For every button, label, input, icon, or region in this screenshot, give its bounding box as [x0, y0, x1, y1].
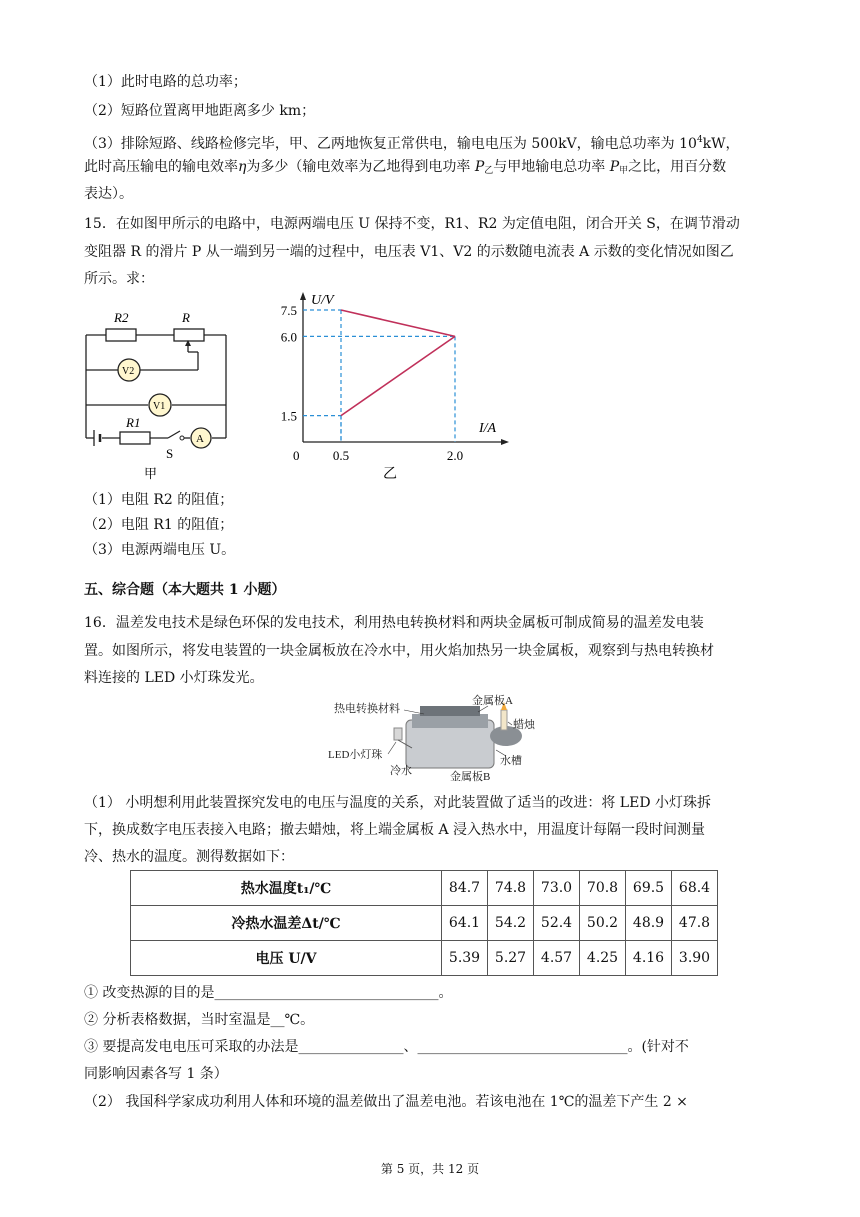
label-switch: S	[166, 446, 174, 461]
q14-part3-line3: 表达）。	[84, 186, 133, 202]
q14-part3-line2: 此时高压输电的输电效率η为多少（输电效率为乙地得到电功率 $P_乙$与甲地输电总功率 $P_甲$之比，用百分数	[84, 159, 727, 176]
label-material: 热电转换材料	[334, 703, 400, 715]
table-cell: 4.57	[534, 941, 580, 976]
page-footer: 第 5 页，共 12 页	[380, 1162, 480, 1176]
table-cell: 70.8	[580, 871, 626, 906]
label-tank: 水槽	[500, 755, 522, 767]
table-cell: 84.7	[442, 871, 488, 906]
q16-question-2: ② 分析表格数据，当时室温是__℃。	[84, 1012, 315, 1028]
table-row	[131, 871, 718, 906]
table-cell: 54.2	[488, 906, 534, 941]
row-header: 冷热水温差Δt/℃	[131, 906, 442, 941]
label-led: LED小灯珠	[328, 749, 383, 761]
q15-sub2: （2）电阻 R1 的阻值；	[84, 517, 234, 533]
table-cell: 3.90	[672, 941, 718, 976]
circuit-diagram	[78, 300, 238, 480]
q15-stem-line1: 15．在如图甲所示的电路中，电源两端电压 U 保持不变，R1、R2 为定值电阻，闭合开关 S，在调节滑动	[84, 216, 740, 232]
graph-caption: 乙	[383, 467, 397, 482]
label-candle: 蜡烛	[513, 719, 535, 731]
data-table	[130, 870, 718, 976]
x-tick-label: 0.5	[332, 448, 350, 463]
table-cell: 73.0	[534, 871, 580, 906]
x-axis-label: I/A	[479, 421, 497, 436]
q16-stem-line3: 料连接的 LED 小灯珠发光。	[84, 670, 264, 686]
table-cell: 4.16	[626, 941, 672, 976]
label-r1: R1	[126, 415, 141, 430]
table-row	[131, 941, 718, 976]
q14-part2: （2）短路位置离甲地距离多少 km；	[84, 103, 316, 119]
label-v1: V1	[153, 401, 166, 412]
q16-stem-line1: 16．温差发电技术是绿色环保的发电技术，利用热电转换材料和两块金属板可制成简易的温差发电装	[84, 615, 704, 631]
table-cell: 68.4	[672, 871, 718, 906]
label-ammeter: A	[196, 433, 204, 445]
series-line-2	[341, 336, 455, 415]
table-cell: 69.5	[626, 871, 672, 906]
table-cell: 48.9	[626, 906, 672, 941]
y-axis-label: U/V	[311, 293, 334, 308]
thermoelectric-device-figure	[328, 692, 563, 784]
q15-stem-line2: 变阻器 R 的滑片 P 从一端到另一端的过程中，电压表 V1、V2 的示数随电流表 A 示数的变化情况如图乙	[84, 244, 734, 260]
label-v2: V2	[122, 366, 135, 377]
section-title: 五、综合题（本大题共 1 小题）	[84, 582, 286, 598]
resistor-r2	[106, 329, 136, 341]
table-cell: 5.39	[442, 941, 488, 976]
label-cold-water: 冷水	[390, 765, 412, 777]
table-cell: 52.4	[534, 906, 580, 941]
table-cell: 50.2	[580, 906, 626, 941]
q14-part3-line1: （3）排除短路、线路检修完毕，甲、乙两地恢复正常供电，输电电压为 500kV，输电总功率为 $10^4kW$，	[84, 135, 740, 152]
q16-question-3-line1: ③ 要提高发电电压可采取的办法是_______________、______________________________。(针对不	[84, 1039, 689, 1055]
q14-part1: （1）此时电路的总功率；	[84, 74, 247, 90]
y-tick-label: 6.0	[280, 329, 297, 345]
q16-stem-line2: 置。如图所示，将发电装置的一块金属板放在冷水中，用火焰加热另一块金属板，观察到与热电转换材	[84, 643, 714, 659]
q16-question-1: ① 改变热源的目的是________________________________。	[84, 985, 453, 1001]
q16-question-3-line2: 同影响因素各写 1 条）	[84, 1066, 228, 1082]
resistor-r1	[120, 432, 150, 444]
series-line-1	[341, 310, 455, 336]
table-cell: 64.1	[442, 906, 488, 941]
q15-sub3: （3）电源两端电压 U。	[84, 542, 236, 558]
table-cell: 5.27	[488, 941, 534, 976]
table-row	[131, 906, 718, 941]
x-tick-label: 2.0	[446, 448, 464, 463]
label-plate-b: 金属板B	[450, 771, 491, 783]
row-header: 热水温度t₁/℃	[131, 871, 442, 906]
q15-stem-line3: 所示。求：	[84, 271, 154, 287]
circuit-caption: 甲	[144, 466, 158, 480]
label-r: R	[182, 310, 190, 325]
q16-part1-line3: 冷、热水的温度。测得数据如下：	[84, 849, 294, 865]
y-tick-label: 7.5	[280, 303, 297, 318]
table-cell: 47.8	[672, 906, 718, 941]
q16-part1-line2: 下，换成数字电压表接入电路；撤去蜡烛，将上端金属板 A 浸入热水中，用温度计每隔一段时间测量	[84, 822, 706, 838]
q16-part1-line1: （1） 小明想利用此装置探究发电的电压与温度的关系，对此装置做了适当的改进：将 LED 小灯珠拆	[84, 795, 711, 811]
rheostat-r	[174, 329, 204, 341]
label-r2: R2	[114, 310, 129, 325]
origin-label: 0	[293, 448, 300, 463]
table-cell: 74.8	[488, 871, 534, 906]
q16-part2: （2） 我国科学家成功利用人体和环境的温差做出了温差电池。若该电池在 1℃的温差下产生 2 ×	[84, 1094, 688, 1110]
q15-sub1: （1）电阻 R2 的阻值；	[84, 492, 234, 508]
table-cell: 4.25	[580, 941, 626, 976]
label-plate-a: 金属板A	[472, 695, 513, 707]
y-tick-label: 1.5	[280, 408, 297, 424]
row-header: 电压 U/V	[131, 941, 442, 976]
u-i-graph	[265, 282, 515, 482]
